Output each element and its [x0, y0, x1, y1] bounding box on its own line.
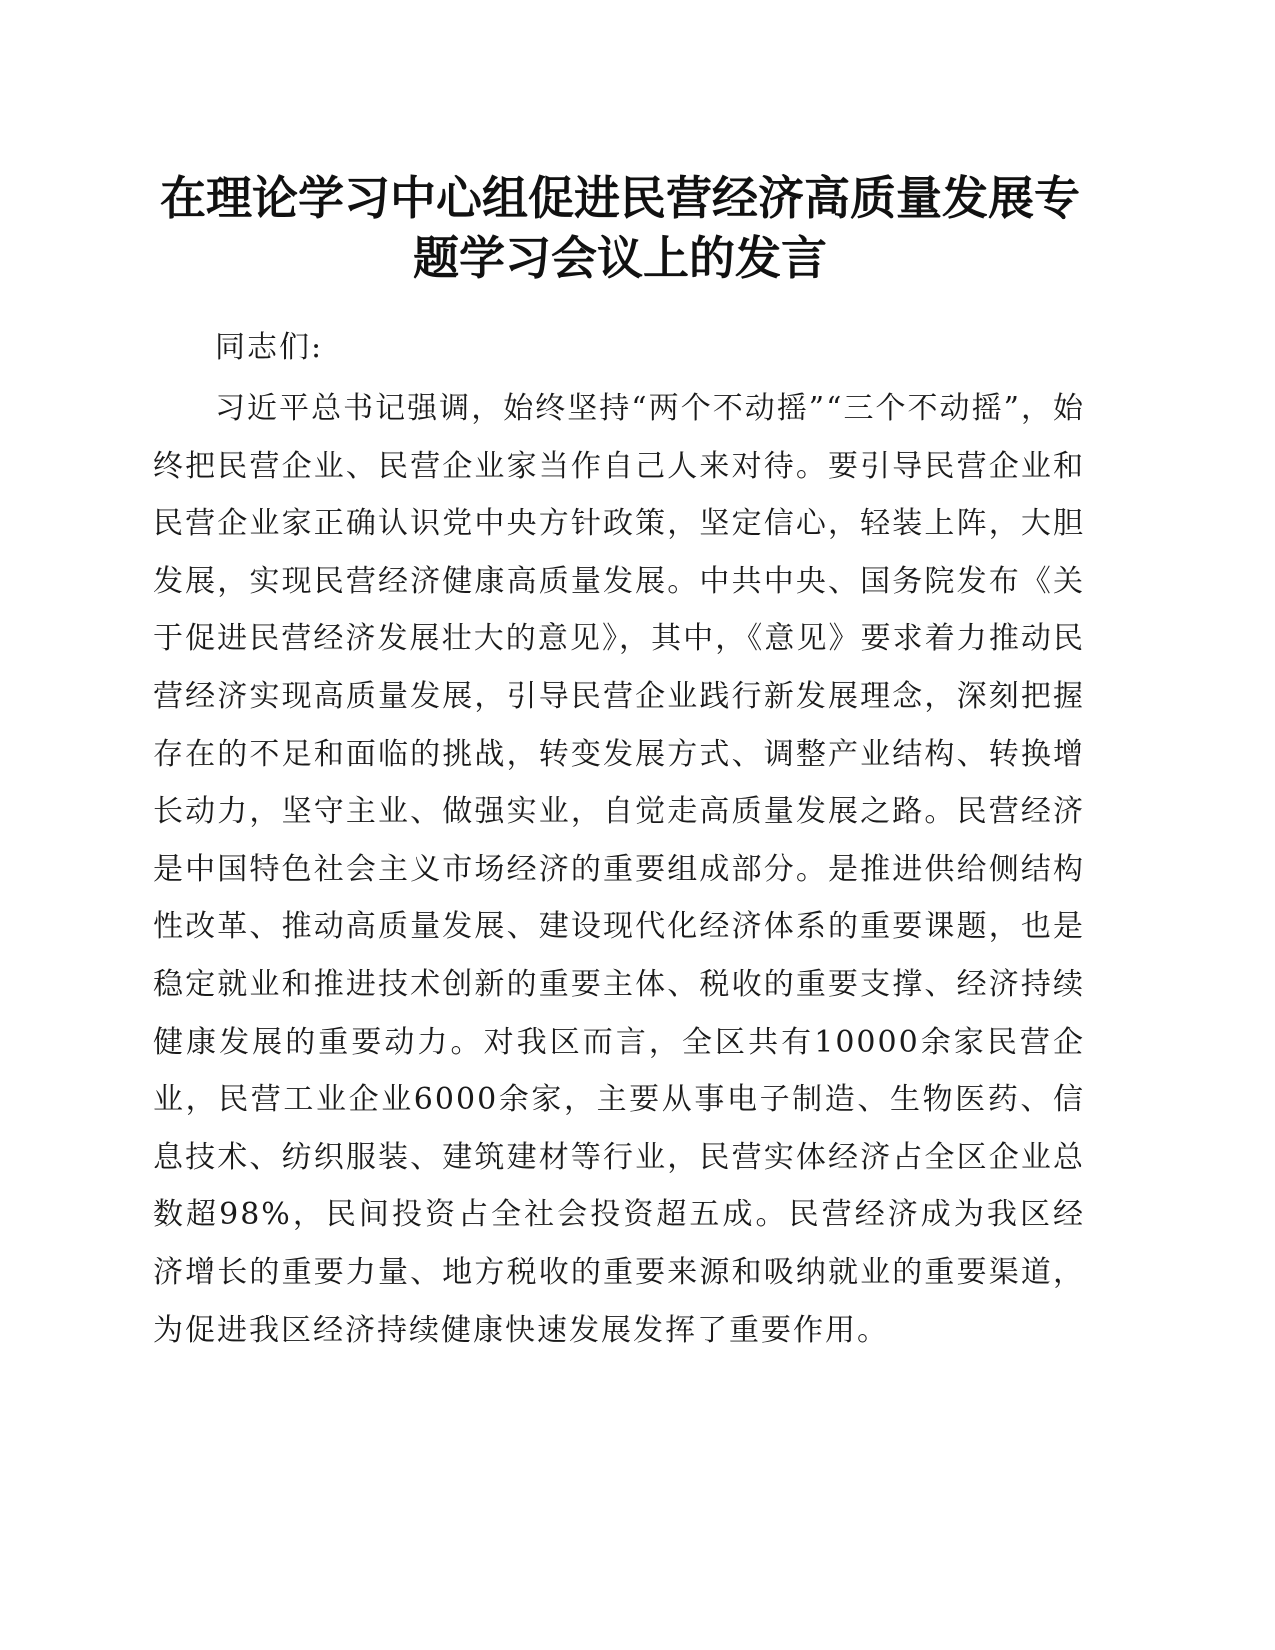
body-paragraph: 习近平总书记强调，始终坚持“两个不动摇”“三个不动摇”，始终把民营企业、民营企业家当作自己人来对待。要引导民营企业和民营企业家正确认识党中央方针政策，坚定信心，轻装上阵，大胆发展，实现民营经济健康高质量发展。中共中央、国务院发布《关于促进民营经济发展壮大的意见》，其中，《意见》要求着力推动民营经济实现高质量发展，引导民营企业践行新发展理念，深刻把握存在的不足和面临的挑战，转变发展方式、调整产业结构、转换增长动力，坚守主业、做强实业，自觉走高质量发展之路。民营经济是中国特色社会主义市场经济的重要组成部分。是推进供给侧结构性改革、推动高质量发展、建设现代化经济体系的重要课题，也是稳定就业和推进技术创新的重要主体、税收的重要支撑、经济持续健康发展的重要动力。对我区而言，全区共有10000余家民营企业，民营工业企业6000余家，主要从事电子制造、生物医药、信息技术、纺织服装、建筑建材等行业，民营实体经济占全区企业总数超98%，民间投资占全社会投资超五成。民营经济成为我区经济增长的重要力量、地方税收的重要来源和吸纳就业的重要渠道，为促进我区经济持续健康快速发展发挥了重要作用。	[153, 391, 1085, 1348]
title-line-2: 题学习会议上的发言	[413, 231, 827, 285]
salutation: 同志们:	[215, 330, 324, 365]
page-title	[150, 168, 1090, 288]
document-body	[153, 320, 1085, 1359]
title-line-1: 在理论学习中心组促进民营经济高质量发展专	[160, 171, 1080, 225]
